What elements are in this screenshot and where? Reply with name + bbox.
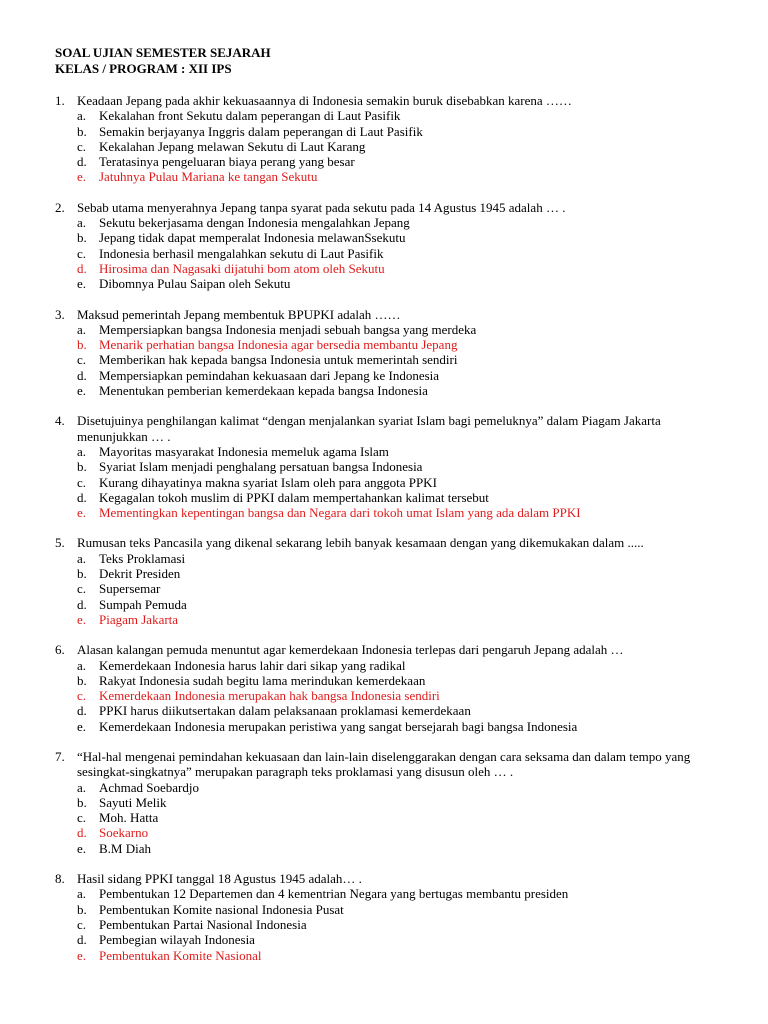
option-b: b. Syariat Islam menjadi penghalang persatuan bangsa Indonesia (77, 459, 423, 475)
question-2 (55, 200, 725, 292)
question-text: Disetujuinya penghilangan kalimat “dengan menjalankan syariat Islam bagi pemeluknya” dalam Piagam Jakarta menunjukkan … . (77, 413, 661, 444)
class-program: KELAS / PROGRAM : XII IPS (55, 61, 232, 76)
option-a: a. Mempersiapkan bangsa Indonesia menjadi sebuah bangsa yang merdeka (77, 321, 477, 337)
question-number: 7. (55, 748, 65, 764)
option-list (77, 444, 725, 520)
option-b-answer: b. Menarik perhatian bangsa Indonesia agar bersedia membantu Jepang (77, 337, 458, 353)
option-b: b. Rakyat Indonesia sudah begitu lama merindukan kemerdekaan (77, 672, 426, 688)
option-e: e. Menentukan pemberian kemerdekaan kepada bangsa Indonesia (77, 383, 428, 399)
option-e-answer: e. Jatuhnya Pulau Mariana ke tangan Sekutu (77, 169, 318, 185)
option-d: d. Pembegian wilayah Indonesia (77, 932, 255, 948)
question-text: Hasil sidang PPKI tanggal 18 Agustus 1945 adalah… . (77, 871, 362, 887)
option-list (77, 780, 725, 856)
option-list (77, 658, 725, 734)
option-list (77, 322, 725, 398)
question-number: 5. (55, 535, 65, 551)
question-4 (55, 413, 725, 520)
question-text: Rumusan teks Pancasila yang dikenal sekarang lebih banyak kesamaan dengan yang dikemukakan dalam ..... (77, 535, 644, 551)
option-c: c. Memberikan hak kepada bangsa Indonesia untuk memerintah sendiri (77, 352, 458, 368)
option-e: e. Kemerdekaan Indonesia merupakan peristiwa yang sangat bersejarah bagi bangsa Indonesia (77, 718, 578, 734)
option-a: a. Teks Proklamasi (77, 550, 186, 566)
option-c-answer: c. Kemerdekaan Indonesia merupakan hak bangsa Indonesia sendiri (77, 688, 440, 704)
option-list (77, 551, 725, 627)
question-text: Sebab utama menyerahnya Jepang tanpa syarat pada sekutu pada 14 Agustus 1945 adalah … . (77, 199, 566, 215)
option-a: a. Sekutu bekerjasama dengan Indonesia mengalahkan Jepang (77, 215, 410, 231)
question-number: 2. (55, 199, 65, 215)
option-a: a. Mayoritas masyarakat Indonesia memeluk agama Islam (77, 443, 389, 459)
question-8 (55, 871, 725, 963)
question-number: 8. (55, 871, 65, 887)
option-a: a. Kekalahan front Sekutu dalam peperangan di Laut Pasifik (77, 108, 401, 124)
option-list (77, 215, 725, 291)
option-c: c. Kurang dihayatinya makna syariat Islam oleh para anggota PPKI (77, 474, 437, 490)
option-b: b. Jepang tidak dapat memperalat Indonesia melawanSsekutu (77, 230, 406, 246)
option-d: d. PPKI harus diikutsertakan dalam pelaksanaan proklamasi kemerdekaan (77, 703, 471, 719)
question-1 (55, 93, 725, 185)
option-e: e. Dibomnya Pulau Saipan oleh Sekutu (77, 276, 291, 292)
exam-title: SOAL UJIAN SEMESTER SEJARAH (55, 45, 271, 60)
question-7 (55, 749, 725, 856)
question-list (55, 93, 725, 978)
option-e: e. B.M Diah (77, 840, 151, 856)
question-3 (55, 307, 725, 399)
option-d: d. Mempersiapkan pemindahan kekuasaan dari Jepang ke Indonesia (77, 367, 440, 383)
option-d-answer: d. Soekarno (77, 825, 149, 841)
option-d: d. Kegagalan tokoh muslim di PPKI dalam mempertahankan kalimat tersebut (77, 489, 489, 505)
option-e-answer: e. Pembentukan Komite Nasional (77, 947, 262, 963)
question-number: 3. (55, 306, 65, 322)
option-b: b. Sayuti Melik (77, 794, 167, 810)
question-number: 6. (55, 642, 65, 658)
option-b: b. Pembentukan Komite nasional Indonesia Pusat (77, 901, 344, 917)
question-text: Alasan kalangan pemuda menuntut agar kemerdekaan Indonesia terlepas dari pengaruh Jepang adalah … (77, 642, 624, 658)
option-c: c. Kekalahan Jepang melawan Sekutu di Laut Karang (77, 138, 366, 154)
option-c: c. Supersemar (77, 581, 161, 597)
option-a: a. Pembentukan 12 Departemen dan 4 kementrian Negara yang bertugas membantu presiden (77, 886, 569, 902)
question-text: Maksud pemerintah Jepang membentuk BPUPKI adalah …… (77, 306, 401, 322)
question-5 (55, 535, 725, 627)
option-c: c. Indonesia berhasil mengalahkan sekutu di Laut Pasifik (77, 245, 384, 261)
question-text: “Hal-hal mengenai pemindahan kekuasaan dan lain-lain diselenggarakan dengan cara seksama dan dalam tempo yang sesingkat-singkatnya” merupakan paragraph teks proklamasi yang disusun oleh … . (77, 748, 691, 780)
question-number: 4. (55, 413, 65, 429)
option-b: b. Dekrit Presiden (77, 566, 181, 582)
exam-header (55, 45, 271, 77)
question-6 (55, 642, 725, 734)
option-list (77, 108, 725, 184)
question-number: 1. (55, 93, 65, 108)
option-e-answer: e. Mementingkan kepentingan bangsa dan Negara dari tokoh umat Islam yang ada dalam PPKI (77, 505, 581, 521)
option-b: b. Semakin berjayanya Inggris dalam peperangan di Laut Pasifik (77, 123, 423, 139)
question-text: Keadaan Jepang pada akhir kekuasaannya di Indonesia semakin buruk disebabkan karena …… (77, 93, 572, 108)
option-list (77, 886, 725, 962)
option-a: a. Kemerdekaan Indonesia harus lahir dari sikap yang radikal (77, 657, 406, 673)
option-d: d. Teratasinya pengeluaran biaya perang yang besar (77, 154, 355, 170)
option-d: d. Sumpah Pemuda (77, 596, 187, 612)
option-a: a. Achmad Soebardjo (77, 779, 200, 795)
option-d-answer: d. Hirosima dan Nagasaki dijatuhi bom atom oleh Sekutu (77, 260, 385, 276)
option-e-answer: e. Piagam Jakarta (77, 611, 179, 627)
option-c: c. Moh. Hatta (77, 810, 159, 826)
option-c: c. Pembentukan Partai Nasional Indonesia (77, 916, 307, 932)
